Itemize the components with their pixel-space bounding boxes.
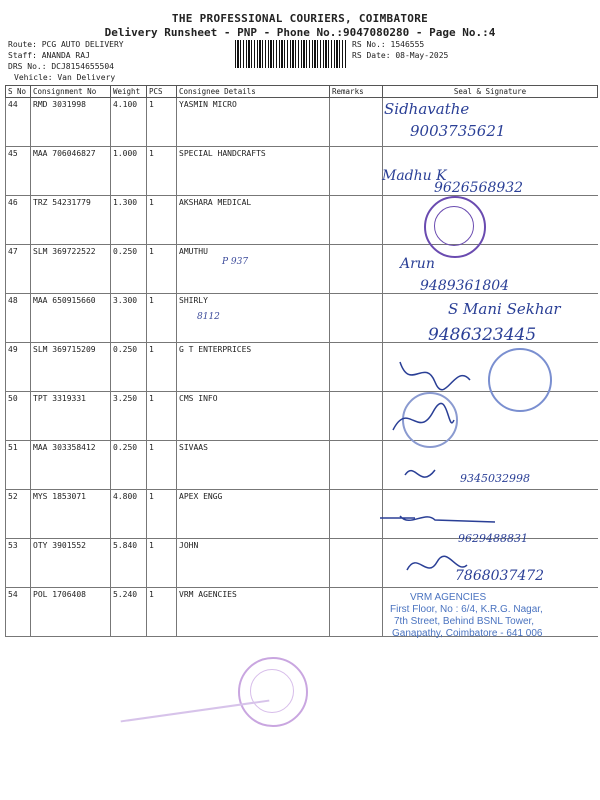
cell-remarks	[330, 147, 383, 196]
route-info: Route: PCG AUTO DELIVERY	[8, 40, 124, 49]
cell-remarks	[330, 196, 383, 245]
col-remarks: Remarks	[330, 86, 383, 98]
cell-pcs: 1	[147, 441, 177, 490]
cell-pcs: 1	[147, 588, 177, 637]
signature-49-scribble	[395, 352, 485, 392]
cell-remarks	[330, 441, 383, 490]
signature-52-scribble	[375, 510, 505, 530]
col-consignee: Consignee Details	[177, 86, 330, 98]
cell-pcs: 1	[147, 245, 177, 294]
cell-weight: 1.300	[111, 196, 147, 245]
round-seal-46-inner	[434, 206, 474, 246]
cell-weight: 4.100	[111, 98, 147, 147]
company-title: THE PROFESSIONAL COURIERS, COIMBATORE	[171, 12, 429, 25]
cell-pcs: 1	[147, 539, 177, 588]
cell-sno: 54	[6, 588, 31, 637]
cell-pcs: 1	[147, 196, 177, 245]
col-signature: Seal & Signature	[383, 86, 598, 98]
cell-consignment: MAA 303358412	[31, 441, 111, 490]
cell-sno: 47	[6, 245, 31, 294]
cell-sno: 52	[6, 490, 31, 539]
cell-consignee: AMUTHU P 937	[177, 245, 330, 294]
cell-sno: 45	[6, 147, 31, 196]
cell-consignee: CMS INFO	[177, 392, 330, 441]
drs-info: DRS No.: DCJ8154655504	[8, 62, 114, 71]
vrm-stamp-line4: Ganapathy, Coimbatore - 641 006	[392, 628, 543, 639]
vehicle-info: Vehicle: Van Delivery	[14, 73, 116, 82]
signature-45-phone: 9626568932	[434, 180, 524, 196]
cell-signature	[383, 196, 598, 245]
signature-53-phone: 7868037472	[455, 568, 545, 584]
cell-remarks	[330, 294, 383, 343]
table-row	[6, 196, 598, 245]
cell-remarks	[330, 245, 383, 294]
cell-weight: 5.240	[111, 588, 147, 637]
cell-weight: 3.300	[111, 294, 147, 343]
signature-44-phone: 9003735621	[410, 122, 506, 140]
staff-info: Staff: ANANDA RAJ	[8, 51, 90, 60]
vrm-stamp-line1: VRM AGENCIES	[410, 592, 487, 603]
cell-sno: 48	[6, 294, 31, 343]
cell-consignee: G T ENTERPRICES	[177, 343, 330, 392]
cell-sno: 50	[6, 392, 31, 441]
cell-pcs: 1	[147, 98, 177, 147]
cell-consignee: SPECIAL HANDCRAFTS	[177, 147, 330, 196]
cell-sno: 49	[6, 343, 31, 392]
cell-remarks	[330, 588, 383, 637]
signature-47-phone: 9489361804	[420, 278, 510, 294]
cell-sno: 53	[6, 539, 31, 588]
cell-weight: 0.250	[111, 441, 147, 490]
cell-consignment: OTY 3901552	[31, 539, 111, 588]
cell-consignment: TPT 3319331	[31, 392, 111, 441]
cell-weight: 1.000	[111, 147, 147, 196]
cell-remarks	[330, 539, 383, 588]
signature-48-phone: 9486323445	[428, 325, 537, 345]
cell-weight: 5.840	[111, 539, 147, 588]
cell-pcs: 1	[147, 147, 177, 196]
cell-remarks	[330, 392, 383, 441]
signature-51-scribble	[400, 460, 440, 490]
vrm-stamp-line3: 7th Street, Behind BSNL Tower,	[394, 616, 535, 627]
cell-consignee: JOHN	[177, 539, 330, 588]
cell-sno: 46	[6, 196, 31, 245]
table-row	[6, 98, 598, 147]
cell-pcs: 1	[147, 294, 177, 343]
cell-consignment: RMD 3031998	[31, 98, 111, 147]
cell-consignment: MAA 650915660	[31, 294, 111, 343]
cell-consignment: POL 1706408	[31, 588, 111, 637]
col-consignment: Consignment No	[31, 86, 111, 98]
cell-consignee: SHIRLY 8112	[177, 294, 330, 343]
cell-consignee: SIVAAS	[177, 441, 330, 490]
vrm-stamp-line2: First Floor, No : 6/4, K.R.G. Nagar,	[390, 604, 543, 615]
cell-weight: 0.250	[111, 343, 147, 392]
signature-51-phone: 9345032998	[460, 472, 530, 485]
faint-round-stamp	[238, 657, 308, 727]
signature-48-name: S Mani Sekhar	[448, 300, 561, 318]
signature-47-name: Arun	[400, 256, 435, 272]
barcode	[235, 40, 347, 68]
signature-44-name: Sidhavathe	[384, 100, 470, 118]
col-weight: Weight	[111, 86, 147, 98]
round-seal-49	[488, 348, 552, 412]
col-sno: S No	[6, 86, 31, 98]
cell-weight: 3.250	[111, 392, 147, 441]
table-header-row	[6, 86, 598, 98]
cell-pcs: 1	[147, 490, 177, 539]
signature-45-name: Madhu K	[382, 168, 447, 184]
cell-sno: 44	[6, 98, 31, 147]
cell-remarks	[330, 98, 383, 147]
cell-consignee: VRM AGENCIES	[177, 588, 330, 637]
col-pcs: PCS	[147, 86, 177, 98]
runsheet-subtitle: Delivery Runsheet - PNP - Phone No.:9047080280 - Page No.:4	[104, 26, 496, 39]
cell-remarks	[330, 343, 383, 392]
cell-consignee: AKSHARA MEDICAL	[177, 196, 330, 245]
cell-weight: 4.800	[111, 490, 147, 539]
cell-weight: 0.250	[111, 245, 147, 294]
cell-consignment: MYS 1853071	[31, 490, 111, 539]
handwritten-note: 8112	[197, 312, 220, 322]
cell-pcs: 1	[147, 343, 177, 392]
cell-consignee: APEX ENGG	[177, 490, 330, 539]
handwritten-note: P 937	[222, 257, 249, 267]
signature-52-phone: 9629488831	[458, 532, 528, 545]
cell-consignment: TRZ 54231779	[31, 196, 111, 245]
rs-date: RS Date: 08-May-2025	[352, 51, 449, 60]
cell-pcs: 1	[147, 392, 177, 441]
signature-50-scribble	[388, 400, 458, 440]
cell-sno: 51	[6, 441, 31, 490]
cell-consignment: SLM 369715209	[31, 343, 111, 392]
rs-number: RS No.: 1546555	[352, 40, 425, 49]
cell-consignment: SLM 369722522	[31, 245, 111, 294]
cell-consignment: MAA 706046827	[31, 147, 111, 196]
cell-consignee: YASMIN MICRO	[177, 98, 330, 147]
